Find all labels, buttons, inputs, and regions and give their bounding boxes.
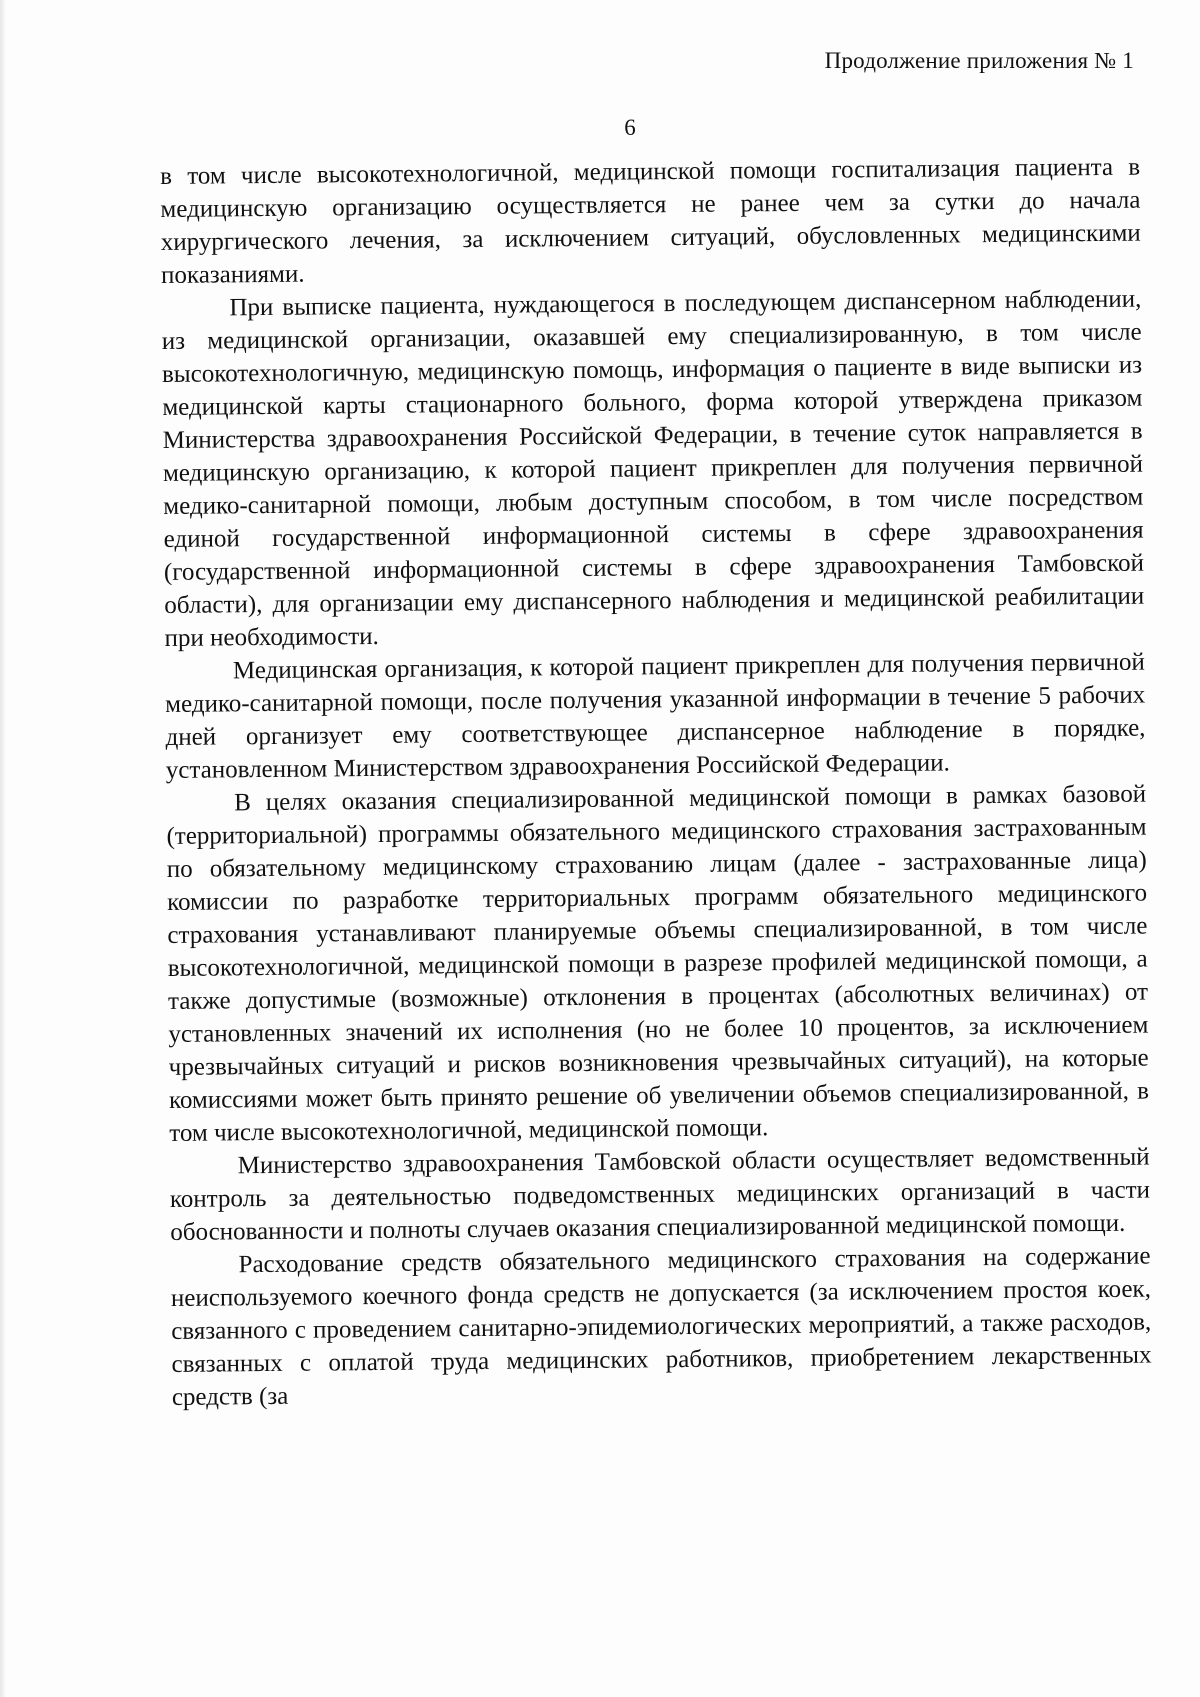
paragraph-2: При выписке пациента, нуждающегося в последующем диспансерном наблюдении, из медицинской организации, оказавшей ему специализированную, в том числе высокотехнологичную, медицинскую помощь, информация о пациенте в виде выписки из медицинской карты стационарного больного, форма которой утверждена приказом Министерства здравоохранения Российской Федерации, в течение суток направляется в медицинскую организацию, к которой пациент прикреплен для получения первичной медико-санитарной помощи, любым доступным способом, в том числе посредством единой государственной информационной системы в сфере здравоохранения (государственной информационной системы в сфере здравоохранения Тамбовской области), для организации ему диспансерного наблюдения и медицинской реабилитации при необходимости. xyxy=(161,285,1145,652)
scan-edge-shadow xyxy=(0,0,6,1697)
paragraph-5: Министерство здравоохранения Тамбовской области осуществляет ведомственный контроль за деятельностью подведомственных медицинских организаций в части обоснованности и полноты случаев оказания специализированной медицинской помощи. xyxy=(169,1143,1151,1246)
paragraph-1: в том числе высокотехнологичной, медицинской помощи госпитализация пациента в медицинскую организацию осуществляется не ранее чем за сутки до начала хирургического лечения, за исключением ситуаций, обусловленных медицинскими показаниями. xyxy=(160,153,1141,289)
document-body xyxy=(160,151,1152,1414)
appendix-continuation-note: Продолжение приложения № 1 xyxy=(824,48,1134,73)
paragraph-3: Медицинская организация, к которой пациент прикреплен для получения первичной медико-санитарной помощи, после получения указанной информации в течение 5 рабочих дней организует ему соответствующее диспансерное наблюдение в порядке, установленном Министерством здравоохранения Российской Федерации. xyxy=(165,648,1146,784)
paragraph-6: Расходование средств обязательного медицинского страхования на содержание неиспользуемого коечного фонда средств не допускается (за исключением простоя коек, связанного с проведением санитарно-эпидемиологических мероприятий, а также расходов, связанных с оплатой труда медицинских работников, приобретением лекарственных средств (за xyxy=(170,1242,1152,1411)
page-number: 6 xyxy=(624,115,636,140)
paragraph-4: В целях оказания специализированной медицинской помощи в рамках базовой (территориальной) программы обязательного медицинского страхования застрахованным по обязательному медицинскому страхованию лицам (далее - застрахованные лица) комиссии по разработке территориальных программ обязательного медицинского страхования устанавливают планируемые объемы специализированной, в том числе высокотехнологичной, медицинской помощи в разрезе профилей медицинской помощи, а также допустимые (возможные) отклонения в процентах (абсолютных величинах) от установленных значений их исполнения (но не более 10 процентов, за исключением чрезвычайных ситуаций и рисков возникновения чрезвычайных ситуаций), на которые комиссиями может быть принято решение об увеличении объемов специализированной, в том числе высокотехнологичной, медицинской помощи. xyxy=(166,780,1150,1147)
